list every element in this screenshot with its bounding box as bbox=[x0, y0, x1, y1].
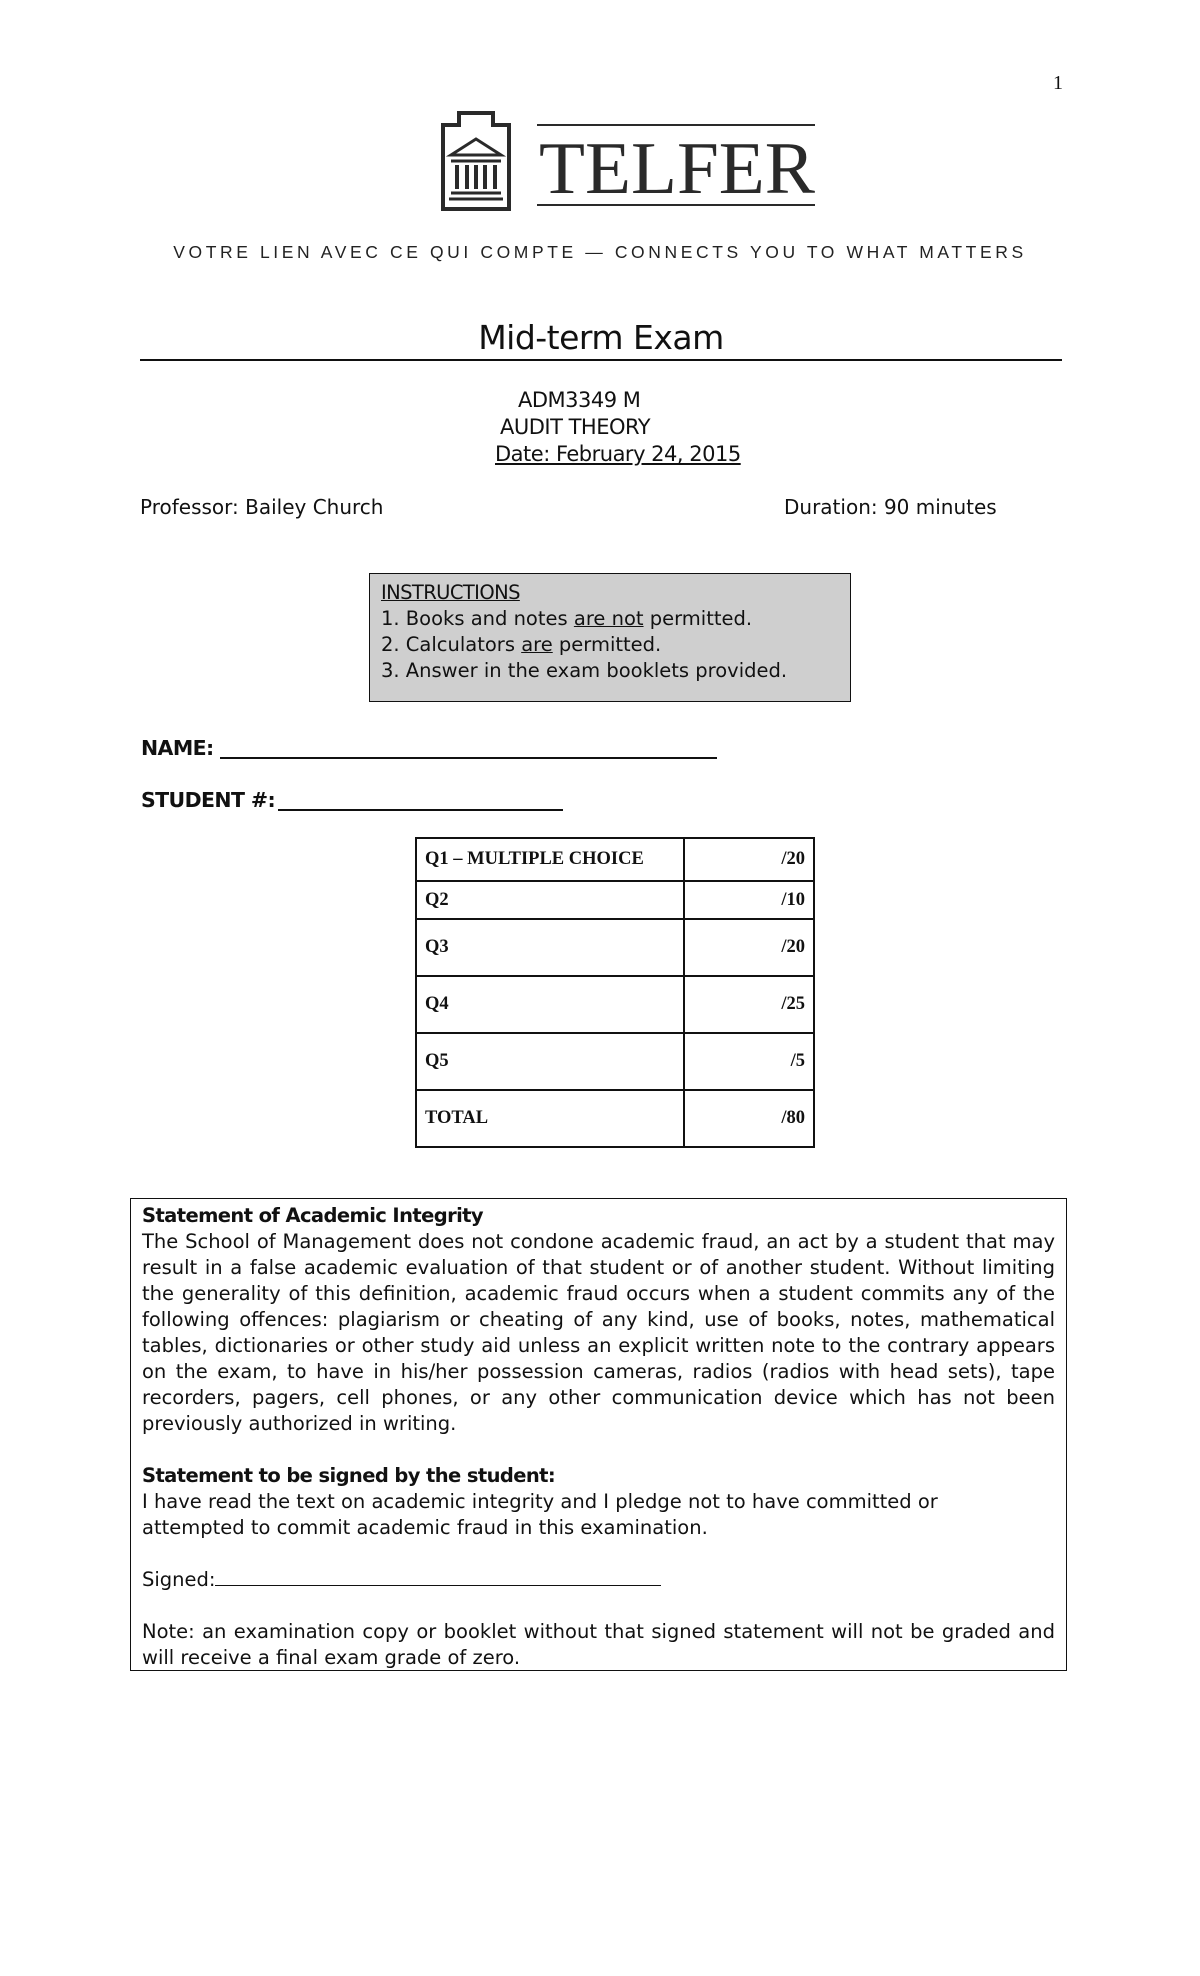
building-icon bbox=[443, 113, 509, 209]
score-row: Q4 /25 bbox=[416, 976, 814, 1033]
student-number-field[interactable] bbox=[278, 809, 563, 811]
signed-label: Signed: bbox=[142, 1568, 216, 1591]
sign-heading: Statement to be signed by the student: bbox=[142, 1464, 556, 1487]
name-field[interactable] bbox=[220, 757, 717, 759]
score-table bbox=[415, 837, 815, 1148]
student-number-label: STUDENT #: bbox=[141, 788, 276, 812]
score-row: TOTAL /80 bbox=[416, 1090, 814, 1147]
name-label: NAME: bbox=[141, 736, 214, 760]
integrity-body: The School of Management does not condone academic fraud, an act by a student that may result in a false academic evaluation of that student or of another student. Without limiting the generality of this definition, academic fraud occurs when a student commits any of the following offences: plagiarism or cheating of any kind, use of books, notes, mathematical tables, dictionaries or other study aid unless an explicit written note to the contrary appears on the exam, to have in his/her possession cameras, radios (radios with head sets), tape recorders, pagers, cell phones, or any other communication device which has not been previously authorized in writing. bbox=[142, 1230, 1055, 1435]
integrity-box bbox=[130, 1198, 1067, 1671]
professor: Professor: Bailey Church bbox=[140, 495, 384, 519]
score-row: Q3 /20 bbox=[416, 919, 814, 976]
telfer-logo bbox=[437, 105, 817, 213]
course-name: AUDIT THEORY bbox=[500, 415, 651, 439]
pledge-text: I have read the text on academic integrity and I pledge not to have committed or attempted to commit academic fraud in this examination. bbox=[142, 1490, 938, 1539]
score-row: Q2 /10 bbox=[416, 881, 814, 919]
course-code: ADM3349 M bbox=[518, 388, 641, 412]
score-row: Q5 /5 bbox=[416, 1033, 814, 1090]
instructions-box bbox=[369, 573, 851, 702]
tagline: VOTRE LIEN AVEC CE QUI COMPTE — CONNECTS YOU TO WHAT MATTERS bbox=[173, 242, 1027, 262]
instruction-item: 1. Books and notes are not permitted. bbox=[381, 607, 753, 630]
integrity-heading: Statement of Academic Integrity bbox=[142, 1204, 483, 1227]
signature-field[interactable] bbox=[215, 1567, 661, 1586]
exam-date: Date: February 24, 2015 bbox=[495, 442, 741, 466]
score-row: Q1 – MULTIPLE CHOICE /20 bbox=[416, 838, 814, 881]
grading-note: Note: an examination copy or booklet without that signed statement will not be graded and will receive a final exam grade of zero. bbox=[142, 1620, 1055, 1669]
exam-title: Mid-term Exam bbox=[140, 318, 1062, 361]
duration: Duration: 90 minutes bbox=[784, 495, 997, 519]
instructions-heading: INSTRUCTIONS bbox=[381, 581, 520, 604]
signature-row bbox=[142, 1567, 1055, 1593]
page-number: 1 bbox=[1053, 72, 1063, 94]
instruction-item: 2. Calculators are permitted. bbox=[381, 633, 662, 656]
instruction-item: 3. Answer in the exam booklets provided. bbox=[381, 659, 788, 682]
logo-wordmark: TELFER bbox=[539, 128, 816, 210]
